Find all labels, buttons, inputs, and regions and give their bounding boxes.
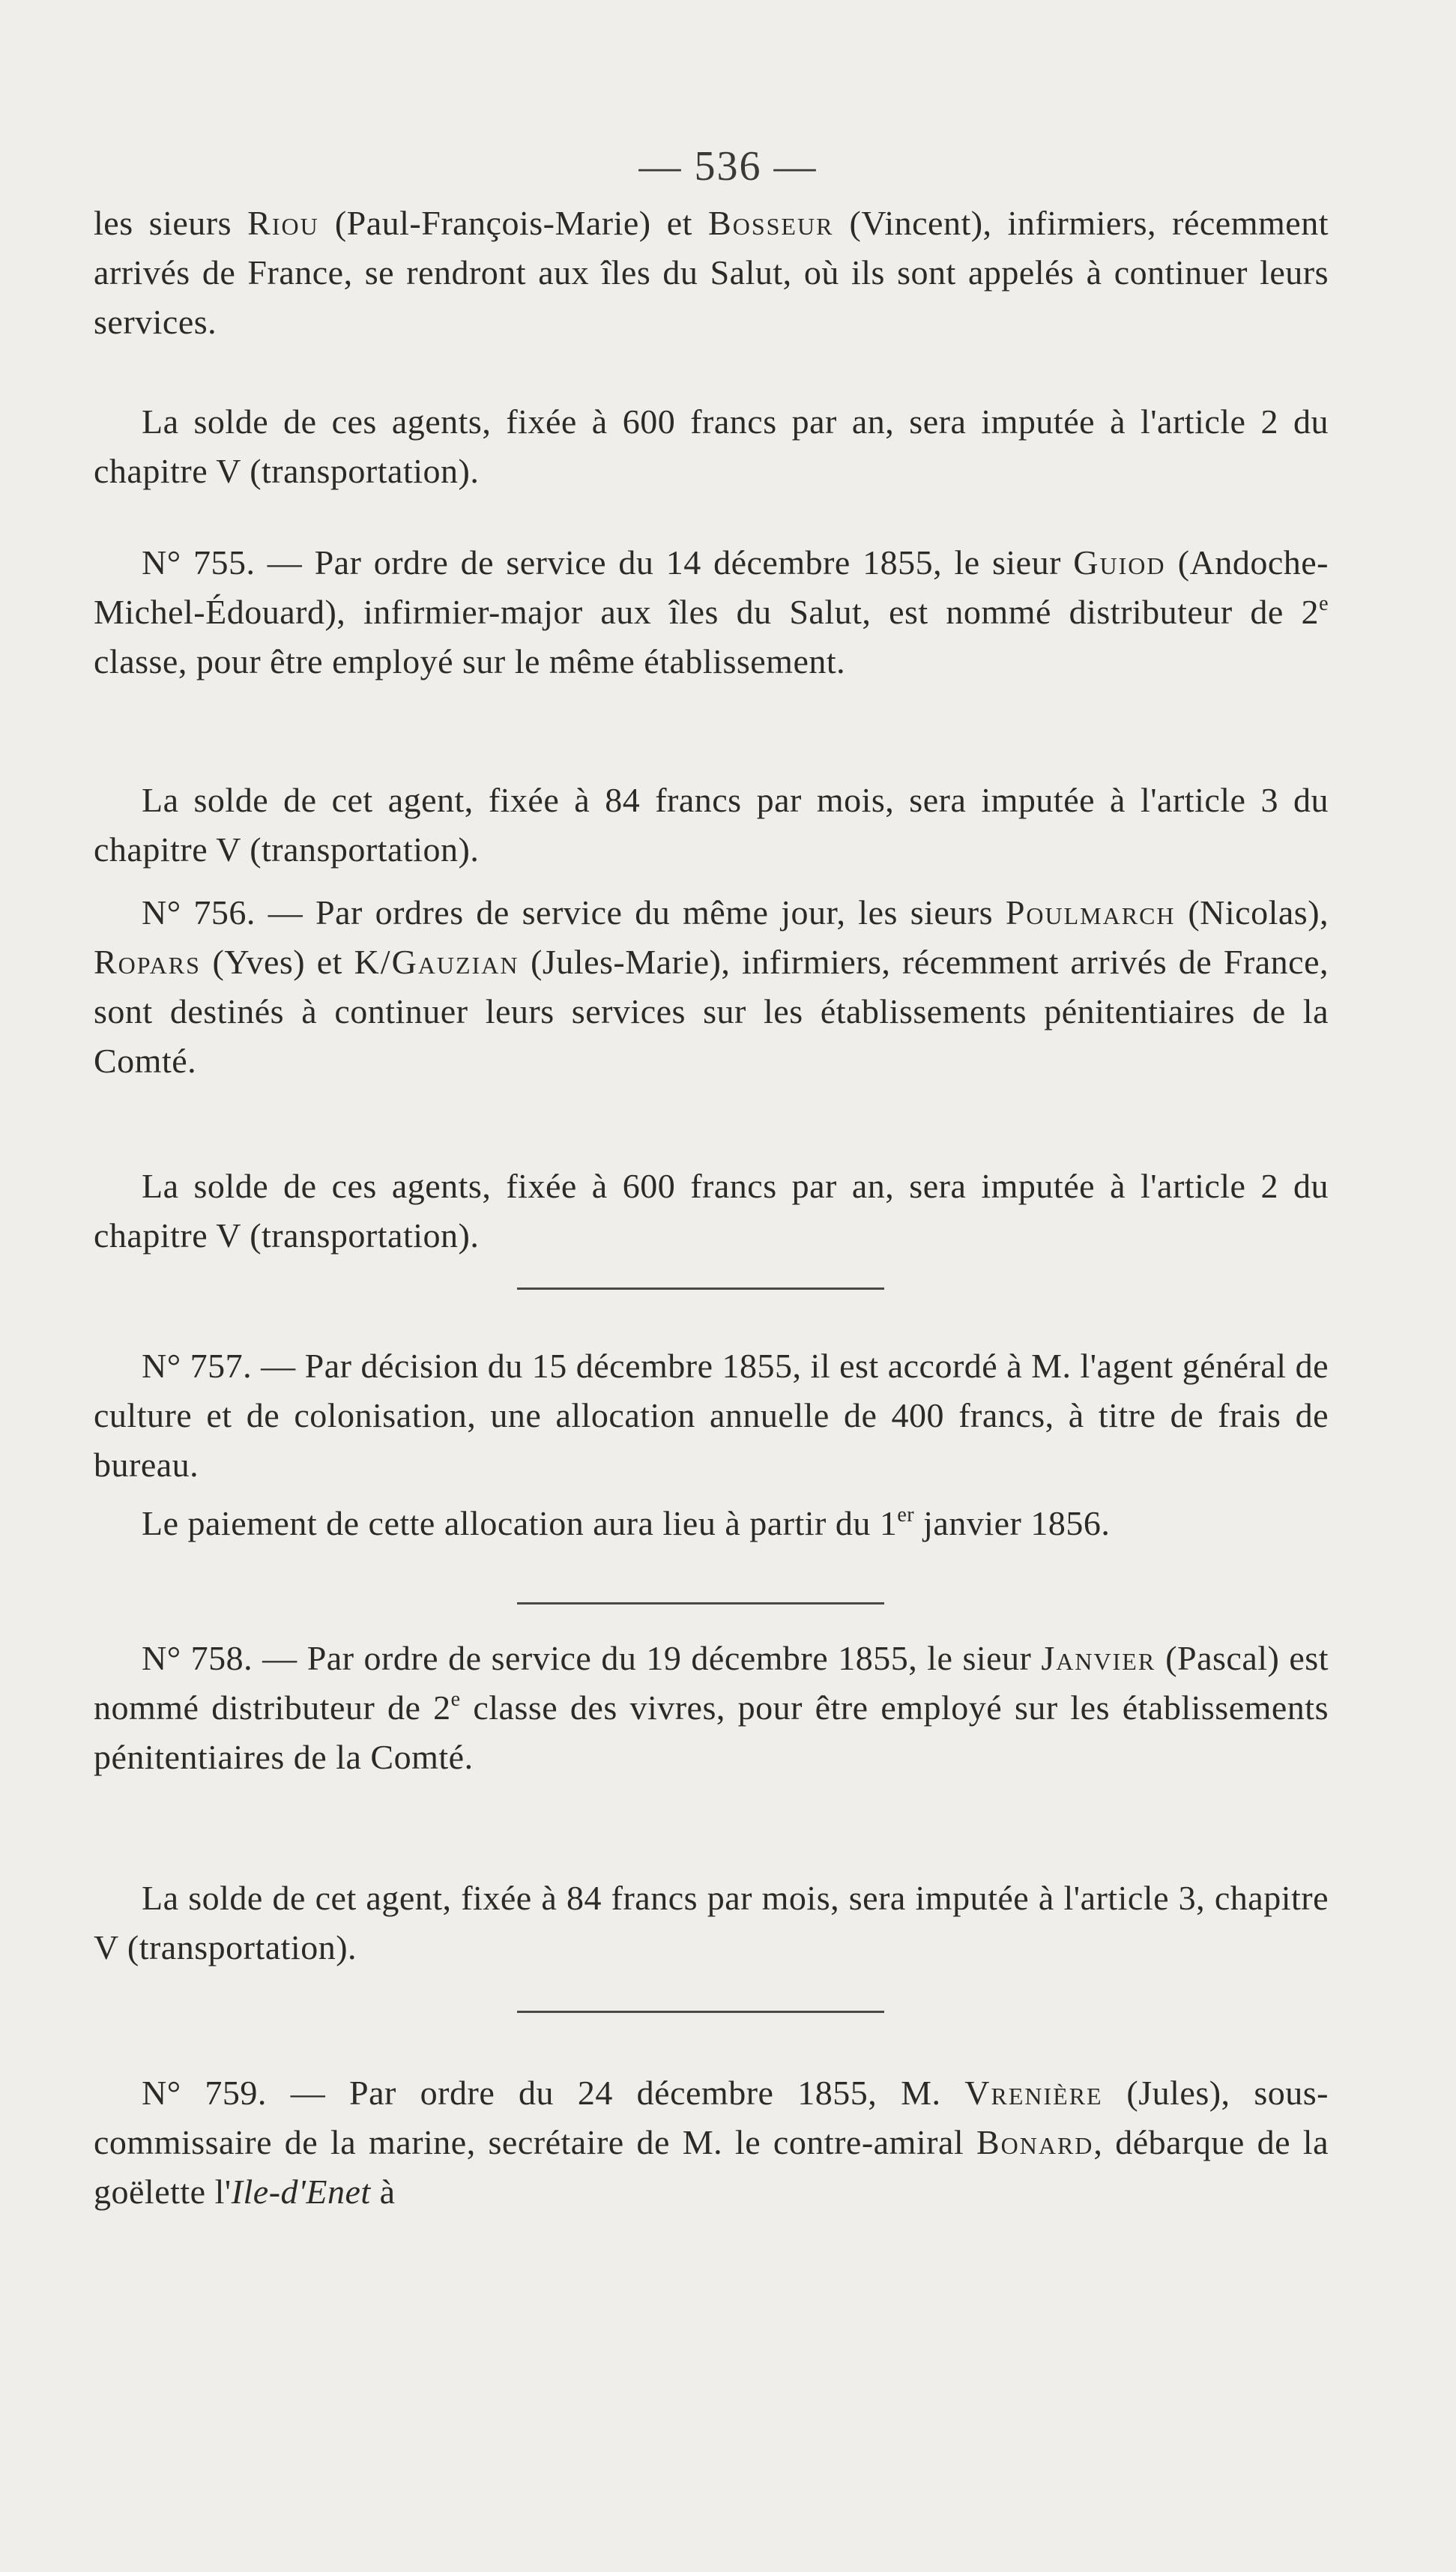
name-janvier: Janvier (1041, 1639, 1156, 1677)
page-number: — 536 — (638, 143, 818, 190)
paragraph-solde-755: La solde de cet agent, fixée à 84 francs par mois, sera imputée à l'article 3 du chapitre V (transportation). (94, 781, 1329, 869)
name-ropars: Ropars (94, 943, 201, 981)
paragraph-755: N° 755. — Par ordre de service du 14 décembre 1855, le sieur Guiod (Andoche-Michel-Édouard), infirmier-major aux îles du Salut, est nommé distributeur de 2e classe, pour être employé sur le même établissement. (94, 543, 1329, 680)
ship-name: Ile-d'Enet (231, 2173, 371, 2211)
name-vreniere: Vrenière (964, 2074, 1103, 2112)
name-riou: Riou (247, 204, 319, 242)
name-poulmarch: Poulmarch (1005, 893, 1176, 932)
separator-rule (517, 1602, 884, 1605)
name-kgauzian: K/Gauzian (354, 943, 519, 981)
paragraph-759: N° 759. — Par ordre du 24 décembre 1855, M. Vrenière (Jules), sous-commissaire de la marine, secrétaire de M. le contre-amiral Bonard, débarque de la goëlette l'Ile-d'Enet à (94, 2074, 1329, 2211)
paragraph-solde-756: La solde de ces agents, fixée à 600 francs par an, sera imputée à l'article 2 du chapitre V (transportation). (94, 1167, 1329, 1255)
name-bonard: Bonard (976, 2123, 1094, 2161)
name-guiod: Guiod (1073, 543, 1166, 582)
paragraph-758: N° 758. — Par ordre de service du 19 décembre 1855, le sieur Janvier (Pascal) est nommé distributeur de 2e classe des vivres, pour être employé sur les établissements pénitentiaires de la Comté. (94, 1639, 1329, 1776)
paragraph-paiement-757: Le paiement de cette allocation aura lieu à partir du 1er janvier 1856. (142, 1503, 1111, 1542)
paragraph-continuation: les sieurs Riou (Paul-François-Marie) et Bosseur (Vincent), infirmiers, récemment arrivés de France, se rendront aux îles du Salut, où ils sont appelés à continuer leurs services. (94, 204, 1329, 341)
paragraph-solde-758: La solde de cet agent, fixée à 84 francs par mois, sera imputée à l'article 3, chapitre V (transportation). (94, 1879, 1329, 1966)
paragraph-757: N° 757. — Par décision du 15 décembre 1855, il est accordé à M. l'agent général de culture et de colonisation, une allocation annuelle de 400 francs, à titre de frais de bureau. (94, 1347, 1329, 1484)
separator-rule (517, 2011, 884, 2013)
paragraph-solde-754: La solde de ces agents, fixée à 600 francs par an, sera imputée à l'article 2 du chapitre V (transportation). (94, 402, 1329, 490)
separator-rule (517, 1287, 884, 1290)
paragraph-756: N° 756. — Par ordres de service du même jour, les sieurs Poulmarch (Nicolas), Ropars (Yves) et K/Gauzian (Jules-Marie), infirmiers, récemment arrivés de France, sont destinés à continuer leurs services sur les établissements pénitentiaires de la Comté. (94, 893, 1329, 1080)
name-bosseur: Bosseur (708, 204, 834, 242)
